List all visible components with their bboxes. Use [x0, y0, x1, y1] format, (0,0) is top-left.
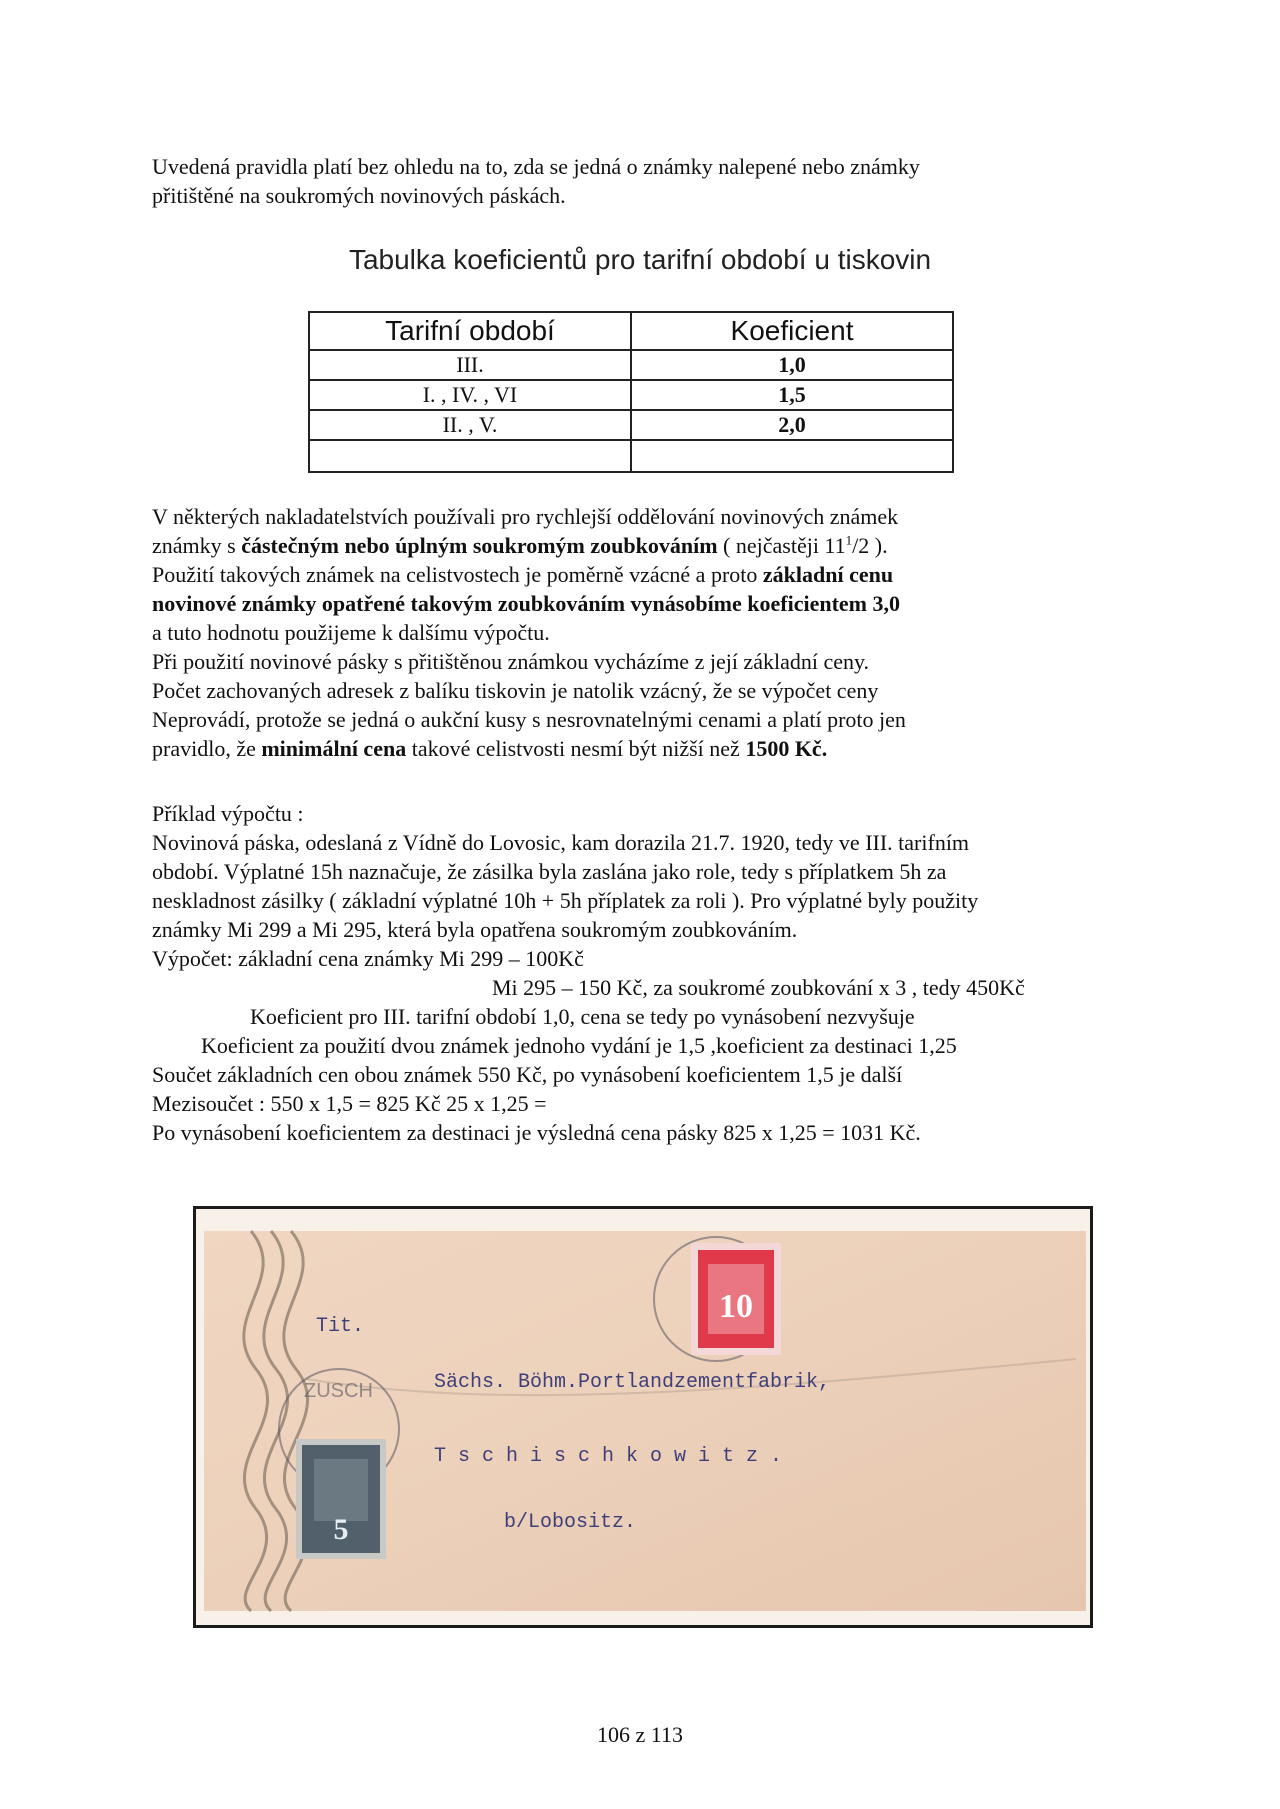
column-header-period: Tarifní období — [309, 312, 631, 350]
postmark-text: ZUSCH — [304, 1380, 373, 1402]
bold-text: 1500 Kč. — [745, 736, 828, 761]
table-header-row — [309, 312, 953, 350]
example-line: Novinová páska, odeslaná z Vídně do Lovosic, kam dorazila 21.7. 1920, tedy ve III. tarifním — [152, 830, 970, 855]
text-span: takové celistvosti nesmí být nižší než — [406, 736, 746, 761]
text-span: pravidlo, že — [152, 736, 262, 761]
column-header-coefficient: Koeficient — [631, 312, 953, 350]
newspaper-wrapper-photo — [193, 1206, 1093, 1628]
bold-text: minimální cena — [261, 736, 407, 761]
table-title: Tabulka koeficientů pro tarifní období u tiskovin — [348, 244, 932, 275]
paragraph-line: V některých nakladatelstvích používali pro rychlejší oddělování novinových známek — [152, 504, 899, 529]
wrapper-illustration — [196, 1209, 1090, 1625]
gray-newspaper-stamp — [296, 1439, 386, 1559]
coefficient-cell — [631, 440, 953, 472]
bold-text: novinové známky opatřené takovým zoubkováním vynásobíme koeficientem 3,0 — [152, 591, 900, 616]
intro-line: Uvedená pravidla platí bez ohledu na to, zda se jedná o známky nalepené nebo známky — [152, 154, 920, 179]
calc-line: Součet základních cen obou známek 550 Kč, po vynásobení koeficientem 1,5 je další — [152, 1062, 903, 1087]
text-span: Použití takových známek na celistvostech je poměrně vzácné a proto — [152, 562, 763, 587]
example-line: období. Výplatné 15h naznačuje, že zásilka byla zaslána jako role, tedy s příplatkem 5h za — [152, 859, 947, 884]
paragraph-line: Při použití novinové pásky s přitištěnou známkou vycházíme z její základní ceny. — [152, 649, 870, 674]
intro-line: přitištěné na soukromých novinových páskách. — [152, 183, 566, 208]
example-line: neskladnost zásilky ( základní výplatné 10h + 5h příplatek za roli ). Pro výplatné byly použity — [152, 888, 979, 913]
address-line: T s c h i s c h k o w i t z . — [434, 1445, 783, 1468]
text-span: ( nejčastěji 11 — [717, 533, 846, 558]
stamp-value: 5 — [333, 1513, 349, 1546]
intro-paragraph — [152, 152, 920, 210]
coefficient-table — [308, 311, 954, 473]
coefficient-cell: 2,0 — [631, 410, 953, 440]
text-span: známky s — [152, 533, 242, 558]
coefficient-cell: 1,5 — [631, 380, 953, 410]
coefficient-cell: 1,0 — [631, 350, 953, 380]
paragraph-line: Počet zachovaných adresek z balíku tiskovin je natolik vzácný, že se výpočet ceny — [152, 678, 879, 703]
page-number: 106 z 113 — [597, 1722, 683, 1747]
calc-line: Mi 295 – 150 Kč, za soukromé zoubkování x 3 , tedy 450Kč — [492, 975, 1025, 1000]
example-heading: Příklad výpočtu : — [152, 801, 304, 826]
stamp-value: 10 — [719, 1288, 753, 1325]
paragraph-line: Neprovádí, protože se jedná o aukční kusy s nesrovnatelnými cenami a platí proto jen — [152, 707, 906, 732]
period-cell: III. — [309, 350, 631, 380]
address-line: Tit. — [316, 1315, 365, 1338]
superscript: 1 — [845, 532, 853, 548]
table-row — [309, 410, 953, 440]
address-line: b/Lobositz. — [504, 1511, 637, 1534]
paragraph-line — [152, 531, 906, 560]
example-line: známky Mi 299 a Mi 295, která byla opatřena soukromým zoubkováním. — [152, 917, 798, 942]
calc-line: Koeficient pro III. tarifní období 1,0, cena se tedy po vynásobení nezvyšuje — [250, 1004, 915, 1029]
paragraph-line: a tuto hodnotu použijeme k dalšímu výpočtu. — [152, 620, 550, 645]
paragraph-line — [152, 589, 906, 618]
period-cell: II. , V. — [309, 410, 631, 440]
calc-line: Mezisoučet : 550 x 1,5 = 825 Kč 25 x 1,25 = — [152, 1091, 547, 1116]
calc-line: Koeficient za použití dvou známek jednoho vydání je 1,5 ,koeficient za destinaci 1,25 — [201, 1033, 957, 1058]
period-cell — [309, 440, 631, 472]
paragraph-line — [152, 734, 906, 763]
red-newspaper-stamp — [691, 1243, 781, 1355]
calc-line: Po vynásobení koeficientem za destinaci je výsledná cena pásky 825 x 1,25 = 1031 Kč. — [152, 1120, 921, 1145]
table-row — [309, 380, 953, 410]
table-row-empty — [309, 440, 953, 472]
example-section — [152, 799, 978, 973]
bold-text: základní cenu — [762, 562, 894, 587]
example-line: Výpočet: základní cena známky Mi 299 – 100Kč — [152, 946, 584, 971]
bold-text: částečným nebo úplným soukromým zoubkováním — [241, 533, 718, 558]
paragraph-line — [152, 560, 906, 589]
text-span: /2 ). — [852, 533, 888, 558]
perforation-paragraph — [152, 502, 906, 763]
period-cell: I. , IV. , VI — [309, 380, 631, 410]
address-line: Sächs. Böhm.Portlandzementfabrik, — [434, 1371, 831, 1394]
table-row — [309, 350, 953, 380]
